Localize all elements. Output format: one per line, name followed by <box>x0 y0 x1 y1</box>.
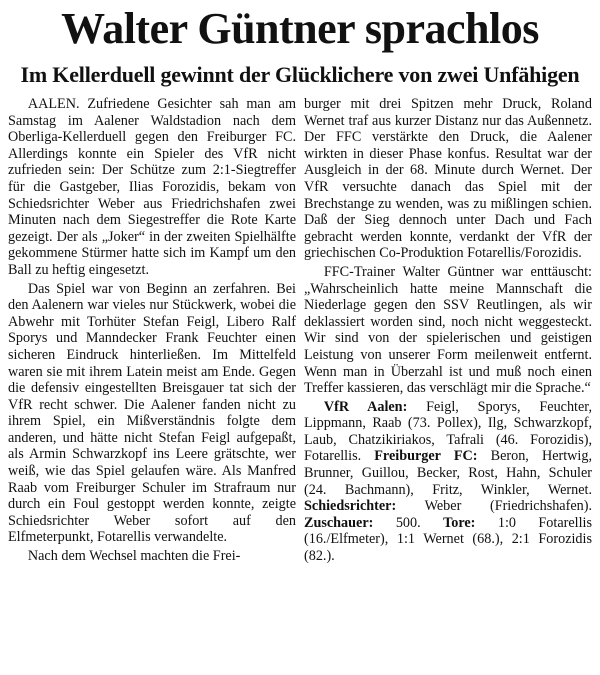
referee-label: Schiedsrichter: <box>304 498 397 515</box>
paragraph-second-half-start: Nach dem Wechsel machten die Frei- <box>27 548 241 565</box>
lineup-block <box>304 399 592 565</box>
lineup-vfr-players: Feigl, Sporys, Feuchter, Lippmann, Raab (73. Pollex), Ilg, Schwarzkopf, Laub, Chatzikiriakos, Tafrali (46. Forozidis), Fotarellis. <box>304 398 592 465</box>
referee-name: Weber (Friedrichshafen). <box>424 498 592 515</box>
lineup-ffc-players: Beron, Hertwig, Brunner, Guillou, Becker, Rost, Hahn, Schuler (24. Bachmann), Fritz, Winkler, Wernet. <box>304 448 592 498</box>
lineup-ffc-label: Freiburger FC: <box>374 448 478 465</box>
paragraph-coach-quote: FFC-Trainer Walter Güntner war enttäuscht: „Wahrscheinlich hatte meine Mannschaft die Niederlage gegen den SSV Reutlingen, als wir deklassiert worden sind, noch nicht weggesteckt. Wir sind von der spielerischen und geistigen Leistung von unserer Form meilenweit entfernt. Wenn man in Überzahl ist und muß noch einen Treffer kassieren, das verschlägt mir die Sprache.“ <box>304 263 592 397</box>
headline: Walter Güntner sprachlos <box>61 4 539 53</box>
column-left <box>8 96 296 565</box>
subheadline: Im Kellerduell gewinnt der Glücklichere von zwei Unfähigen <box>20 62 580 87</box>
paragraph-intro: AALEN. Zufriedene Gesichter sah man am Samstag im Aalener Waldstadion nach dem Oberliga-Kellerduell gegen den Freiburger FC. Allerdings konnte ein Spieler des VfR nicht zufrieden sein: Der Schütze zum 2:1-Siegtreffer für die Gastgeber, Ilias Forozidis, bekam von Schiedsrichter Weber aus Friedrichshafen zwei Minuten nach dem Siegestreffer die Rote Karte gezeigt. Der als „Joker“ in der zweiten Spielhälfte gekommene Stürmer hatte sich im Kampf um den Ball zu heftig eingesetzt. <box>8 96 296 278</box>
lineup-vfr-label: VfR Aalen: <box>323 398 408 415</box>
spectators-count: 500. <box>395 514 421 531</box>
column-right <box>304 96 592 565</box>
paragraph-first-half: Das Spiel war von Beginn an zerfahren. Bei den Aalenern war vieles nur Stückwerk, wobei die Abwehr mit Torhüter Stefan Feigl, Libero Ralf Sporys und Manndecker Frank Feuchter einen sicheren Eindruck hinterließen. Im Mittelfeld waren sie mit ihrem Latein meist am Ende. Gegen die defensiv eingestellten Breisgauer tat sich der VfR recht schwer. Die Aalener fanden nicht zu ihrem Spiel, ein Mißverständnis folgte dem anderen, und hätte nicht Stefan Feigl aufgepaßt, als Armin Schwarzkopf ins Leere grätschte, wer weiß, wie das Spiel gelaufen wäre. Als Manfred Raab vom Freiburger Schuler im Strafraum nur durch ein Foul gestoppt werden konnte, zeigte Schiedsrichter Weber sofort auf den Elfmeterpunkt, Fotarellis verwandelte. <box>8 280 296 546</box>
spectators-label: Zuschauer: <box>304 514 374 531</box>
paragraph-second-half-cont: burger mit drei Spitzen mehr Druck, Roland Wernet traf aus kurzer Distanz nur das Außennetz. Der FFC verstärkte den Druck, die Aalener wirkten in dieser Phase konfus. Resultat war der Ausgleich in der 68. Minute durch Wernet. Der VfR versuchte danach das Spiel mit der Brechstange zu wenden, was zu mißlingen schien. Daß der Sieg dennoch unter Dach und Fach gebracht werden konnte, verdankt der VfR der griechischen Co-Produktion Fotarellis/Forozidis. <box>304 96 592 262</box>
goals-label: Tore: <box>443 514 476 531</box>
article-body <box>0 96 600 565</box>
goals-list: 1:0 Fotarellis (16./Elfmeter), 1:1 Wernet (68.), 2:1 Forozidis (82.). <box>304 514 592 565</box>
